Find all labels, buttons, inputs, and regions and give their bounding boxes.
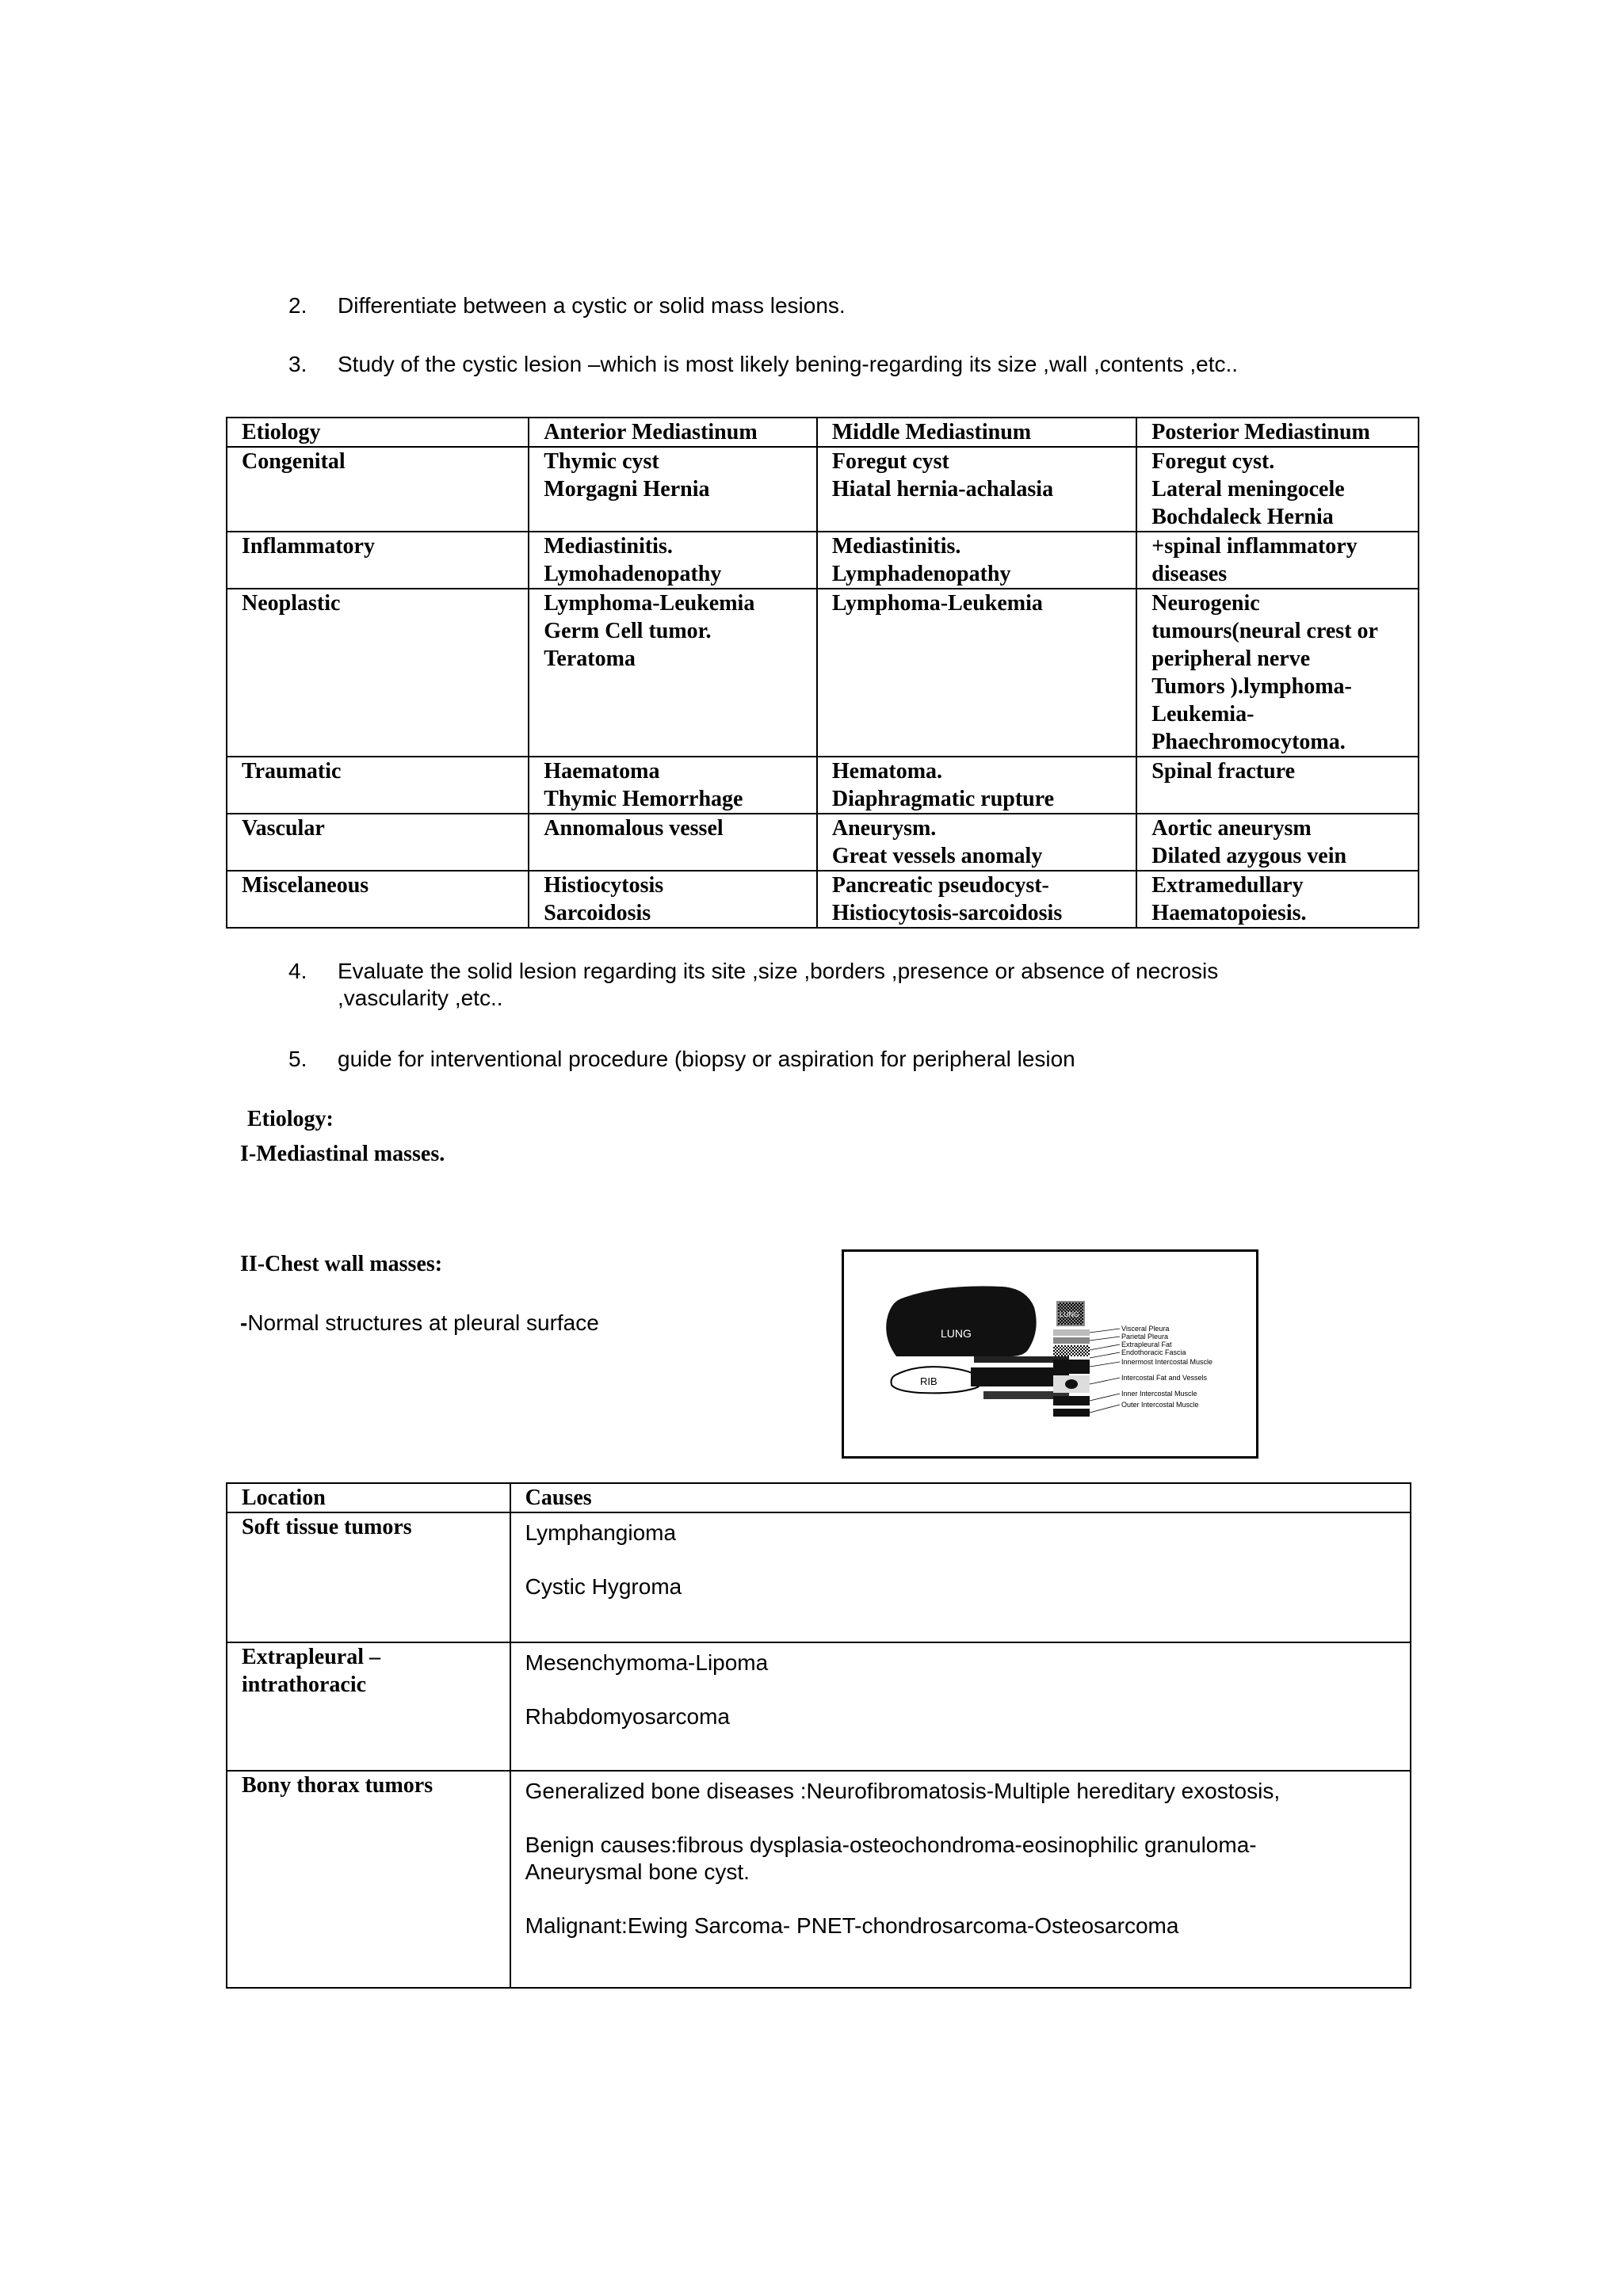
anterior-cell: Thymic cyst Morgagni Hernia bbox=[529, 447, 817, 532]
etiology-cell: Traumatic bbox=[227, 757, 529, 814]
table-header-row bbox=[227, 418, 1419, 447]
table-row bbox=[227, 871, 1419, 928]
causes-cell: Generalized bone diseases :Neurofibromatosis-Multiple hereditary exostosis, Benign causes:fibrous dysplasia-osteochondroma-eosinophilic granuloma- Aneurysmal bone cyst. Malignant:Ewing Sarcoma- PNET-chondrosarcoma-Osteosarcoma bbox=[510, 1771, 1411, 1988]
location-cell: Bony thorax tumors bbox=[227, 1771, 510, 1988]
list-text: Study of the cystic lesion –which is most likely bening-regarding its size ,wall ,contents ,etc.. bbox=[338, 352, 1239, 376]
list-number: 2. bbox=[288, 293, 307, 318]
causes-cell: Mesenchymoma-Lipoma Rhabdomyosarcoma bbox=[510, 1642, 1411, 1771]
header-cell: Causes bbox=[510, 1483, 1411, 1512]
middle-cell: Foregut cyst Hiatal hernia-achalasia bbox=[817, 447, 1136, 532]
lung-label: LUNG bbox=[941, 1327, 972, 1340]
chest-wall-causes-table bbox=[226, 1482, 1411, 1989]
header-cell: Middle Mediastinum bbox=[817, 418, 1136, 447]
header-cell: Location bbox=[227, 1483, 510, 1512]
etiology-cell: Neoplastic bbox=[227, 589, 529, 757]
list-text: Differentiate between a cystic or solid mass lesions. bbox=[338, 293, 846, 318]
posterior-cell: Neurogenic tumours(neural crest or peripheral nerve Tumors ).lymphoma- Leukemia- Phaechromocytoma. bbox=[1136, 589, 1419, 757]
middle-cell: Mediastinitis. Lymphadenopathy bbox=[817, 532, 1136, 589]
posterior-cell: Foregut cyst. Lateral meningocele Bochdaleck Hernia bbox=[1136, 447, 1419, 532]
chest-wall-masses-heading: II-Chest wall masses: bbox=[240, 1252, 443, 1276]
layer-label: Inner Intercostal Muscle bbox=[1121, 1390, 1197, 1398]
table-row bbox=[227, 757, 1419, 814]
location-cell: Soft tissue tumors bbox=[227, 1512, 510, 1642]
location-cell: Extrapleural – intrathoracic bbox=[227, 1642, 510, 1771]
normal-structures-text: -Normal structures at pleural surface bbox=[240, 1310, 599, 1335]
anterior-cell: Haematoma Thymic Hemorrhage bbox=[529, 757, 817, 814]
list-text: guide for interventional procedure (biopsy or aspiration for peripheral lesion bbox=[338, 1047, 1075, 1071]
middle-cell: Hematoma. Diaphragmatic rupture bbox=[817, 757, 1136, 814]
list-number: 5. bbox=[288, 1047, 307, 1071]
table-header-row bbox=[227, 1483, 1411, 1512]
mediastinal-masses-heading: I-Mediastinal masses. bbox=[240, 1142, 445, 1166]
middle-cell: Pancreatic pseudocyst- Histiocytosis-sarcoidosis bbox=[817, 871, 1136, 928]
etiology-cell: Vascular bbox=[227, 814, 529, 871]
list-number: 3. bbox=[288, 352, 307, 376]
posterior-cell: Spinal fracture bbox=[1136, 757, 1419, 814]
layer-label: Intercostal Fat and Vessels bbox=[1121, 1374, 1208, 1382]
etiology-heading: Etiology: bbox=[247, 1107, 334, 1131]
list-item-3 bbox=[288, 351, 1239, 378]
header-cell: Posterior Mediastinum bbox=[1136, 418, 1419, 447]
list-number: 4. bbox=[288, 959, 307, 983]
anterior-cell: Mediastinitis. Lymohadenopathy bbox=[529, 532, 817, 589]
etiology-cell: Miscelaneous bbox=[227, 871, 529, 928]
mediastinum-etiology-table bbox=[226, 417, 1419, 929]
middle-cell: Lymphoma-Leukemia bbox=[817, 589, 1136, 757]
table-row bbox=[227, 447, 1419, 532]
list-text: Evaluate the solid lesion regarding its site ,size ,borders ,presence or absence of necrosis ,vascularity ,etc.. bbox=[338, 959, 1219, 1010]
posterior-cell: Aortic aneurysm Dilated azygous vein bbox=[1136, 814, 1419, 871]
list-item-5 bbox=[288, 1046, 1075, 1073]
posterior-cell: Extramedullary Haematopoiesis. bbox=[1136, 871, 1419, 928]
list-item-4 bbox=[288, 958, 1219, 1010]
layer-label: Outer Intercostal Muscle bbox=[1121, 1401, 1199, 1409]
table-row bbox=[227, 589, 1419, 757]
table-row bbox=[227, 1512, 1411, 1642]
posterior-cell: +spinal inflammatory diseases bbox=[1136, 532, 1419, 589]
middle-cell: Aneurysm. Great vessels anomaly bbox=[817, 814, 1136, 871]
anterior-cell: Annomalous vessel bbox=[529, 814, 817, 871]
rib-label: RIB bbox=[920, 1375, 938, 1387]
layer-label: Endothoracic Fascia bbox=[1121, 1348, 1186, 1356]
header-cell: Etiology bbox=[227, 418, 529, 447]
header-cell: Anterior Mediastinum bbox=[529, 418, 817, 447]
list-item-2 bbox=[288, 292, 846, 319]
causes-cell: Lymphangioma Cystic Hygroma bbox=[510, 1512, 1411, 1642]
anterior-cell: Histiocytosis Sarcoidosis bbox=[529, 871, 817, 928]
anterior-cell: Lymphoma-Leukemia Germ Cell tumor. Teratoma bbox=[529, 589, 817, 757]
layer-label: Extrapleural Fat bbox=[1121, 1341, 1172, 1348]
pleural-layers-diagram bbox=[844, 1252, 1256, 1456]
etiology-cell: Inflammatory bbox=[227, 532, 529, 589]
lung-small-label: LUNG bbox=[1060, 1310, 1080, 1318]
table-row bbox=[227, 532, 1419, 589]
table-row bbox=[227, 814, 1419, 871]
pleural-surface-figure bbox=[842, 1249, 1258, 1459]
layer-label: Parietal Pleura bbox=[1121, 1333, 1169, 1341]
layer-label: Innermost Intercostal Muscle bbox=[1121, 1358, 1213, 1366]
table-row bbox=[227, 1771, 1411, 1988]
table-row bbox=[227, 1642, 1411, 1771]
etiology-cell: Congenital bbox=[227, 447, 529, 532]
layer-label: Visceral Pleura bbox=[1121, 1325, 1170, 1333]
